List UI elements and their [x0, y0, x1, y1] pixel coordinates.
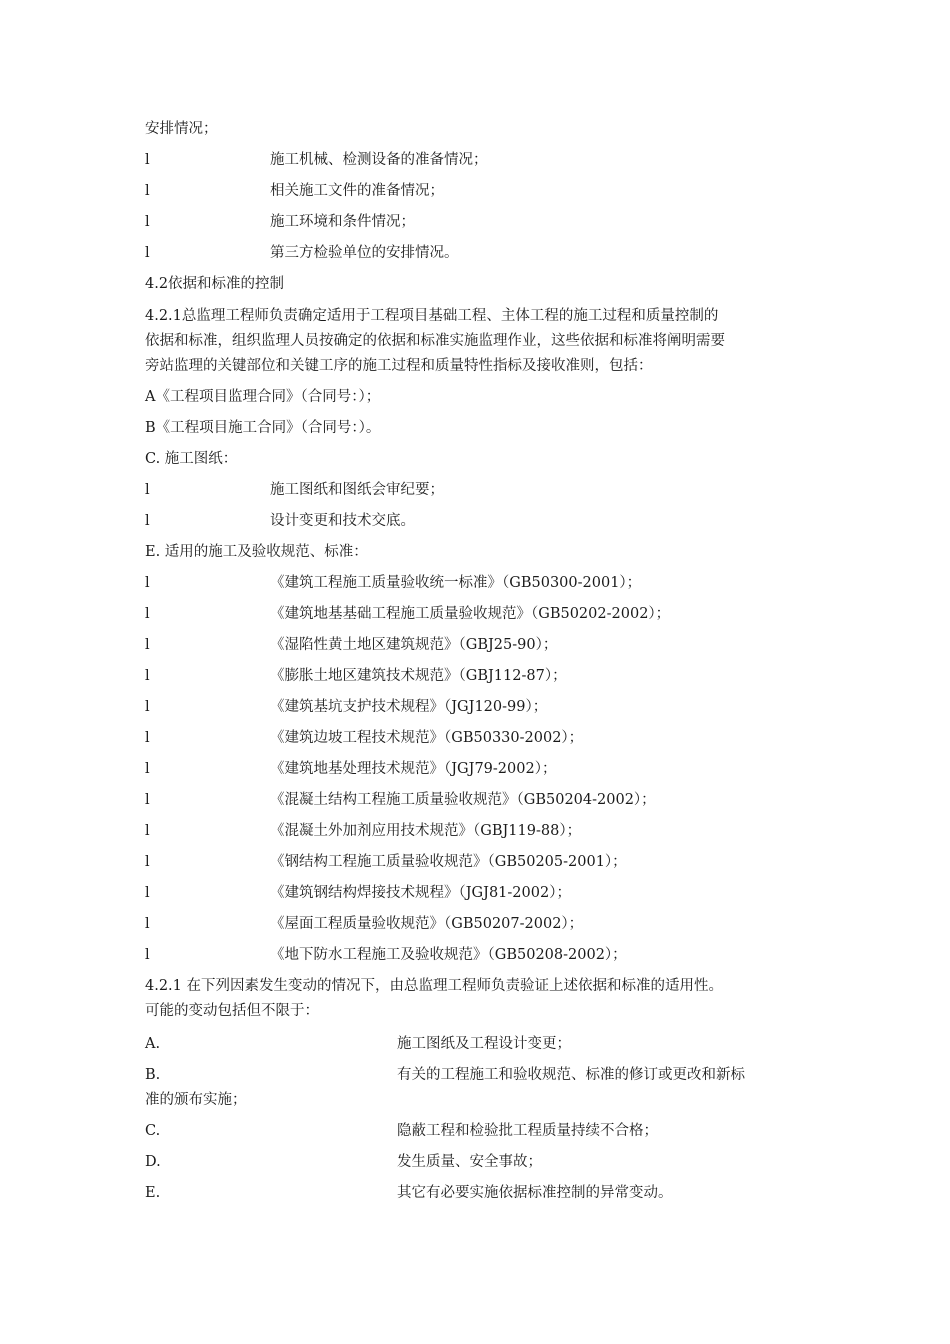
change-continuation: 准的颁布实施；	[145, 1092, 247, 1108]
bullet-marker: l	[145, 152, 150, 168]
standard-text: 《建筑地基基础工程施工质量验收规范》（GB50202-2002）；	[270, 606, 671, 622]
change-text: 有关的工程施工和验收规范、标准的修订或更改和新标	[397, 1067, 745, 1083]
standard-text: 《屋面工程质量验收规范》（GB50207-2002）；	[270, 916, 584, 932]
standard-text: 《建筑钢结构焊接技术规程》（JGJ81-2002）；	[270, 885, 571, 901]
paragraph-line: 4.2.1总监理工程师负责确定适用于工程项目基础工程、主体工程的施工过程和质量控制的	[145, 308, 719, 324]
standard-text: 《混凝土外加剂应用技术规范》（GBJ119-88）；	[270, 823, 582, 839]
standard-text: 《建筑地基处理技术规范》（JGJ79-2002）；	[270, 761, 557, 777]
bullet-marker: l	[145, 916, 150, 932]
bullet-marker: l	[145, 761, 150, 777]
list-item-c: C. 施工图纸：	[145, 451, 238, 467]
change-text: 隐蔽工程和检验批工程质量持续不合格；	[397, 1123, 658, 1139]
list-item-b: B《工程项目施工合同》（合同号：）。	[145, 420, 381, 436]
bullet-marker: l	[145, 823, 150, 839]
bullet-marker: l	[145, 885, 150, 901]
paragraph-line: 可能的变动包括但不限于：	[145, 1003, 319, 1019]
section-heading: 4.2依据和标准的控制	[145, 276, 285, 292]
standard-text: 《地下防水工程施工及验收规范》（GB50208-2002）；	[270, 947, 627, 963]
bullet-marker: l	[145, 482, 150, 498]
standard-text: 《建筑工程施工质量验收统一标准》（GB50300-2001）；	[270, 575, 642, 591]
bullet-marker: l	[145, 730, 150, 746]
list-item-text: 相关施工文件的准备情况；	[270, 183, 444, 199]
standard-text: 《混凝土结构工程施工质量验收规范》（GB50204-2002）；	[270, 792, 656, 808]
change-marker: B.	[145, 1067, 161, 1083]
bullet-marker: l	[145, 668, 150, 684]
list-item-e: E. 适用的施工及验收规范、标准：	[145, 544, 368, 560]
standard-text: 《建筑基坑支护技术规程》（JGJ120-99）；	[270, 699, 548, 715]
list-item-text: 施工图纸和图纸会审纪要；	[270, 482, 444, 498]
standard-text: 《建筑边坡工程技术规范》（GB50330-2002）；	[270, 730, 584, 746]
bullet-marker: l	[145, 637, 150, 653]
list-item-text: 施工机械、检测设备的准备情况；	[270, 152, 488, 168]
bullet-marker: l	[145, 792, 150, 808]
change-marker: D.	[145, 1154, 161, 1170]
standard-text: 《膨胀土地区建筑技术规范》（GBJ112-87）；	[270, 668, 567, 684]
prev-section-tail: 安排情况；	[145, 121, 218, 137]
paragraph-line: 4.2.1 在下列因素发生变动的情况下，由总监理工程师负责验证上述依据和标准的适用性。	[145, 978, 723, 994]
change-text: 发生质量、安全事故；	[397, 1154, 542, 1170]
list-item-text: 施工环境和条件情况；	[270, 214, 415, 230]
bullet-marker: l	[145, 245, 150, 261]
bullet-marker: l	[145, 214, 150, 230]
paragraph-line: 依据和标准，组织监理人员按确定的依据和标准实施监理作业，这些依据和标准将阐明需要	[145, 333, 725, 349]
change-marker: A.	[145, 1036, 161, 1052]
paragraph-line: 旁站监理的关键部位和关键工序的施工过程和质量特性指标及接收准则，包括：	[145, 358, 653, 374]
list-item-text: 第三方检验单位的安排情况。	[270, 245, 459, 261]
standard-text: 《湿陷性黄土地区建筑规范》（GBJ25-90）；	[270, 637, 558, 653]
list-item-text: 设计变更和技术交底。	[270, 513, 415, 529]
bullet-marker: l	[145, 699, 150, 715]
bullet-marker: l	[145, 854, 150, 870]
change-marker: C.	[145, 1123, 161, 1139]
change-text: 其它有必要实施依据标准控制的异常变动。	[397, 1185, 673, 1201]
bullet-marker: l	[145, 606, 150, 622]
change-text: 施工图纸及工程设计变更；	[397, 1036, 571, 1052]
bullet-marker: l	[145, 947, 150, 963]
bullet-marker: l	[145, 183, 150, 199]
list-item-a: A《工程项目监理合同》（合同号：）；	[145, 389, 381, 405]
change-marker: E.	[145, 1185, 161, 1201]
bullet-marker: l	[145, 513, 150, 529]
standard-text: 《钢结构工程施工质量验收规范》（GB50205-2001）；	[270, 854, 627, 870]
bullet-marker: l	[145, 575, 150, 591]
